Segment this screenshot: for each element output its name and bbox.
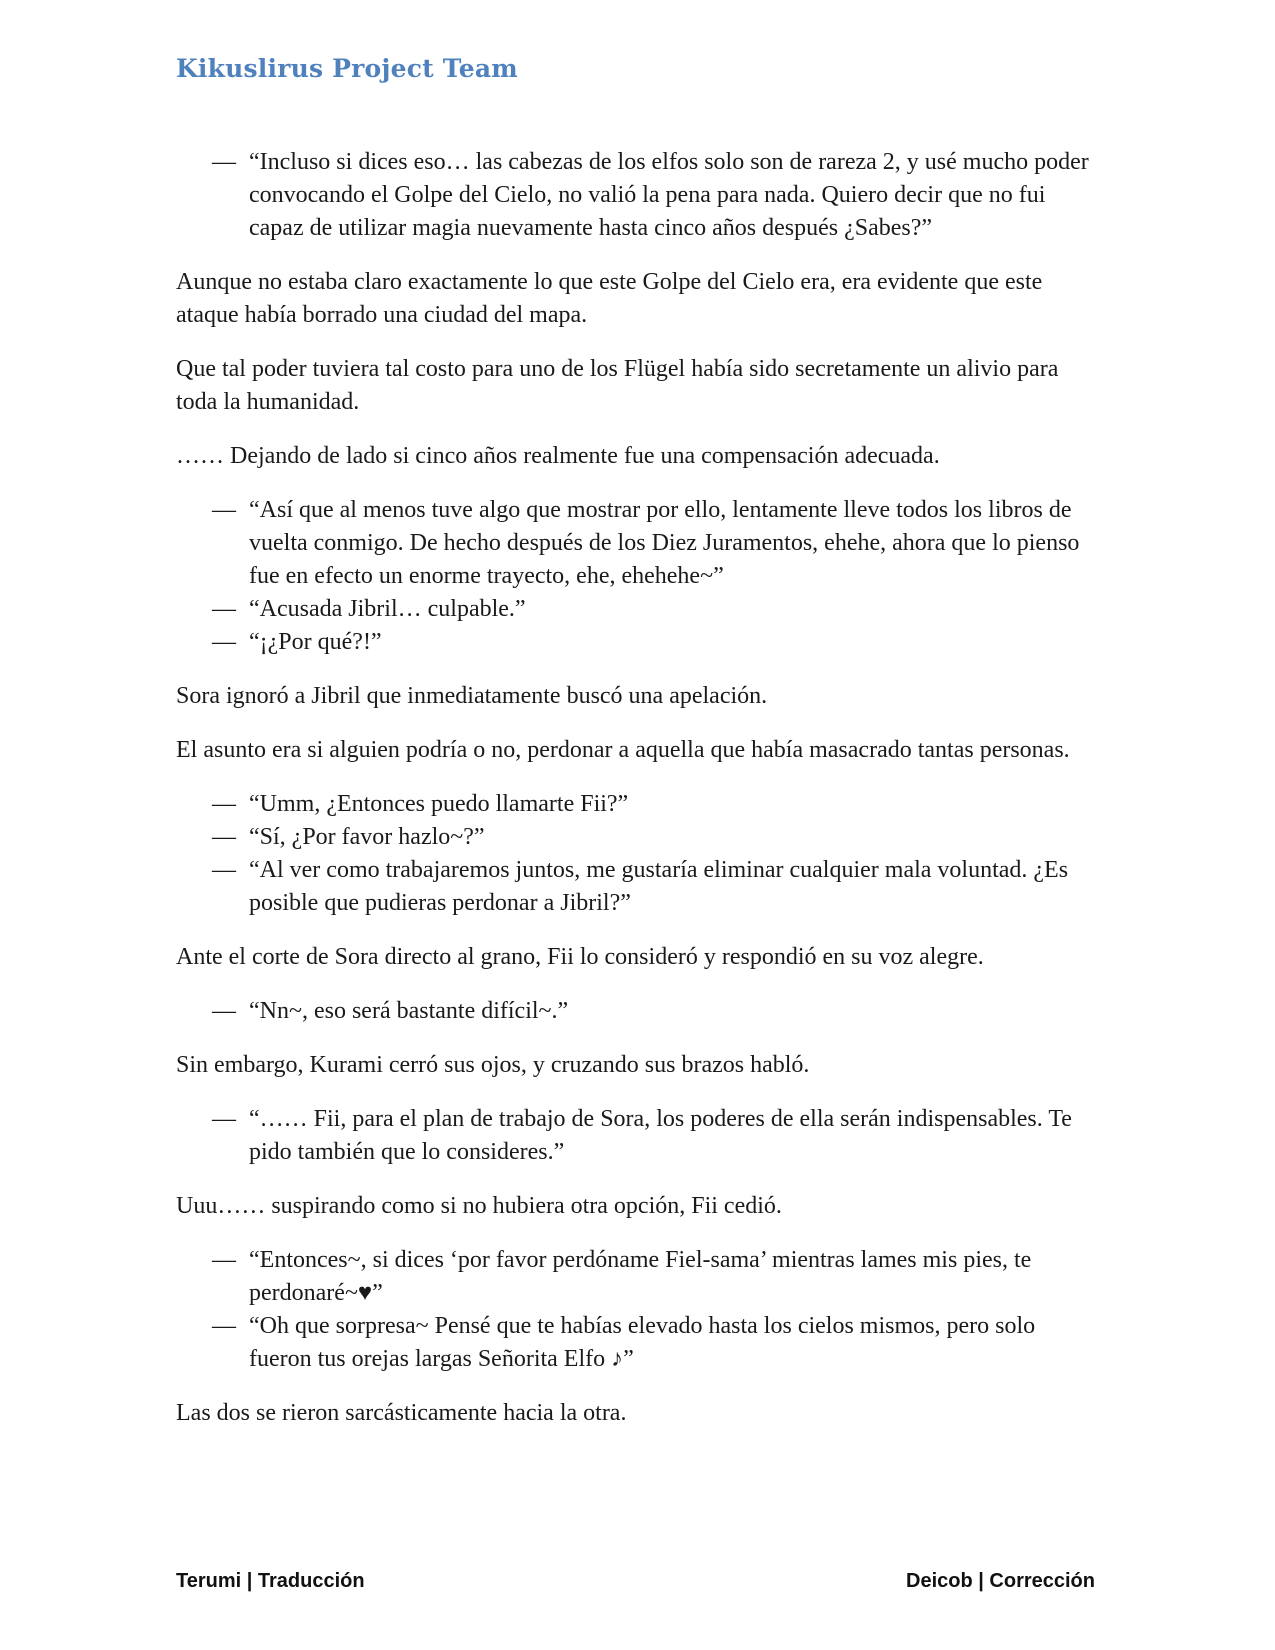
dialogue-line xyxy=(212,494,1096,593)
document-header-title: Kikuslirus Project Team xyxy=(176,54,518,83)
dialogue-block-6 xyxy=(176,1244,1096,1376)
document-footer xyxy=(176,1570,1095,1593)
dialogue-line xyxy=(212,1103,1096,1169)
dialogue-dash: — xyxy=(212,1313,236,1339)
dialogue-dash: — xyxy=(212,629,236,655)
dialogue-dash: — xyxy=(212,149,236,175)
dialogue-text: “Oh que sorpresa~ Pensé que te habías elevado hasta los cielos mismos, pero solo fueron tus orejas largas Señorita Elfo ♪” xyxy=(249,1313,1036,1372)
dialogue-line xyxy=(212,593,1096,626)
dialogue-dash: — xyxy=(212,791,236,817)
dialogue-dash: — xyxy=(212,857,236,883)
dialogue-text: “Acusada Jibril… culpable.” xyxy=(249,596,526,622)
dialogue-text: “¡¿Por qué?!” xyxy=(249,629,382,655)
narration-paragraph: …… Dejando de lado si cinco años realmente fue una compensación adecuada. xyxy=(176,443,940,469)
dialogue-line xyxy=(212,854,1096,920)
dialogue-dash: — xyxy=(212,1106,236,1132)
dialogue-line xyxy=(212,821,1096,854)
dialogue-line xyxy=(212,626,1096,659)
dialogue-text: “Umm, ¿Entonces puedo llamarte Fii?” xyxy=(249,791,629,817)
dialogue-dash: — xyxy=(212,1247,236,1273)
dialogue-text: “Nn~, eso será bastante difícil~.” xyxy=(249,998,569,1024)
dialogue-line xyxy=(212,788,1096,821)
narration-paragraph: Que tal poder tuviera tal costo para uno de los Flügel había sido secretamente un alivio para toda la humanidad. xyxy=(176,356,1059,415)
dialogue-dash: — xyxy=(212,596,236,622)
dialogue-line xyxy=(212,1310,1096,1376)
dialogue-text: “Incluso si dices eso… las cabezas de los elfos solo son de rareza 2, y usé mucho poder convocando el Golpe del Cielo, no valió la pena para nada. Quiero decir que no fui capaz de utilizar magia nuevamente hasta cinco años después ¿Sabes?” xyxy=(249,149,1089,241)
dialogue-text: “…… Fii, para el plan de trabajo de Sora, los poderes de ella serán indispensables. Te pido también que lo consideres.” xyxy=(249,1106,1072,1165)
dialogue-line xyxy=(212,995,1096,1028)
document-body xyxy=(176,146,1096,1451)
narration-paragraph: Sora ignoró a Jibril que inmediatamente buscó una apelación. xyxy=(176,683,768,709)
narration-paragraph: Las dos se rieron sarcásticamente hacia la otra. xyxy=(176,1400,627,1426)
dialogue-text: “Al ver como trabajaremos juntos, me gustaría eliminar cualquier mala voluntad. ¿Es posible que pudieras perdonar a Jibril?” xyxy=(249,857,1069,916)
dialogue-block-4 xyxy=(176,995,1096,1028)
dialogue-dash: — xyxy=(212,998,236,1024)
dialogue-dash: — xyxy=(212,824,236,850)
narration-paragraph: El asunto era si alguien podría o no, perdonar a aquella que había masacrado tantas personas. xyxy=(176,737,1070,763)
footer-editor-credit: Deicob | Corrección xyxy=(906,1570,1095,1592)
narration-paragraph: Aunque no estaba claro exactamente lo que este Golpe del Cielo era, era evidente que este ataque había borrado una ciudad del mapa. xyxy=(176,269,1043,328)
narration-paragraph: Ante el corte de Sora directo al grano, Fii lo consideró y respondió en su voz alegre. xyxy=(176,944,984,970)
dialogue-dash: — xyxy=(212,497,236,523)
dialogue-block-1 xyxy=(176,146,1096,245)
narration-paragraph: Uuu…… suspirando como si no hubiera otra opción, Fii cedió. xyxy=(176,1193,782,1219)
dialogue-line xyxy=(212,1244,1096,1310)
footer-translator-credit: Terumi | Traducción xyxy=(176,1570,365,1592)
narration-paragraph: Sin embargo, Kurami cerró sus ojos, y cruzando sus brazos habló. xyxy=(176,1052,810,1078)
dialogue-block-5 xyxy=(176,1103,1096,1169)
dialogue-text: “Así que al menos tuve algo que mostrar por ello, lentamente lleve todos los libros de vuelta conmigo. De hecho después de los Diez Juramentos, ehehe, ahora que lo pienso fue en efecto un enorme trayecto, ehe, ehehehe~” xyxy=(249,497,1080,589)
dialogue-block-3 xyxy=(176,788,1096,920)
dialogue-text: “Sí, ¿Por favor hazlo~?” xyxy=(249,824,485,850)
dialogue-line xyxy=(212,146,1096,245)
dialogue-text: “Entonces~, si dices ‘por favor perdóname Fiel-sama’ mientras lames mis pies, te perdonaré~♥” xyxy=(249,1247,1032,1306)
dialogue-block-2 xyxy=(176,494,1096,659)
